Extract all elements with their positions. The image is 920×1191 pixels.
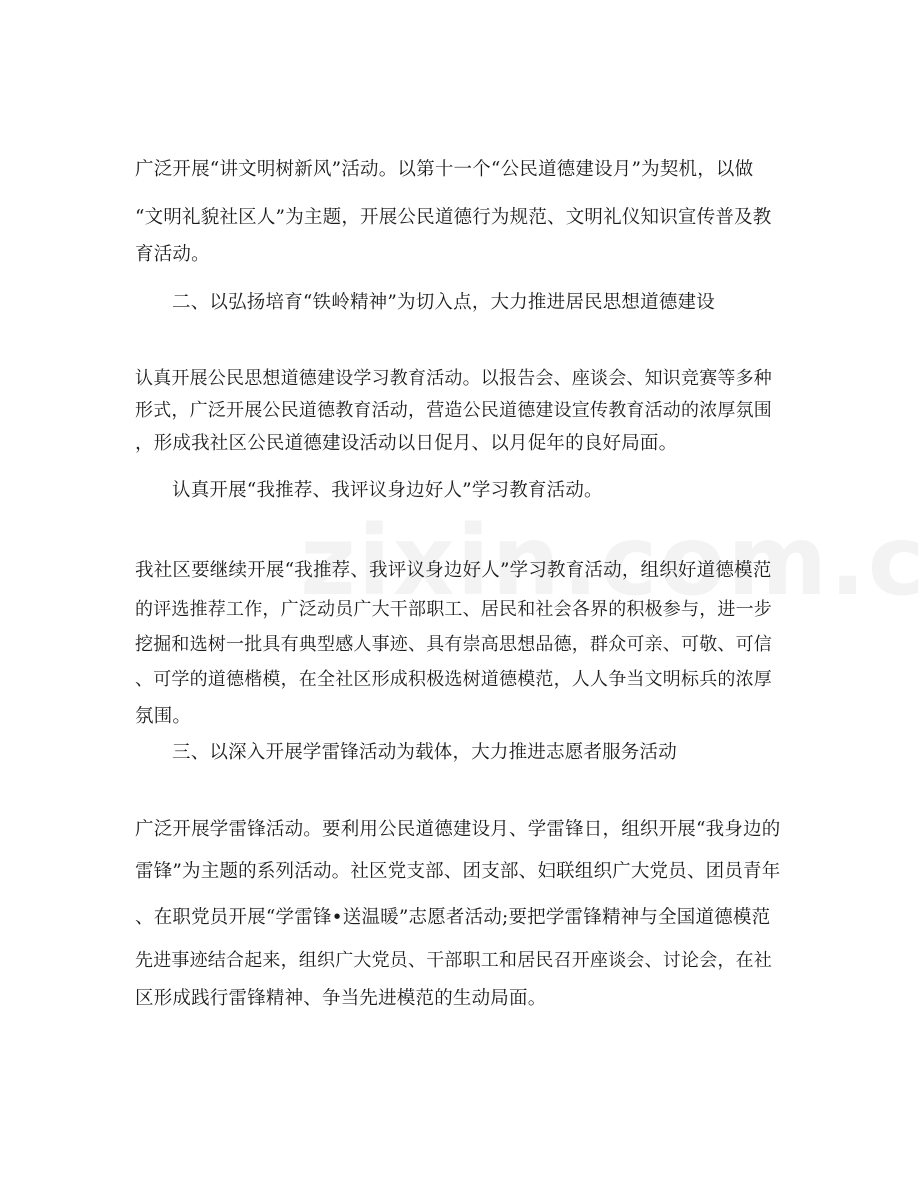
text-line: 的评选推荐工作，广泛动员广大干部职工、居民和社会各界的积极参与，进一步 <box>135 599 772 620</box>
subheading: 认真开展“我推荐、我评议身边好人”学习教育活动。 <box>172 480 603 501</box>
text-line: 广泛开展“讲文明树新风”活动。以第十一个“公民道德建设月”为契机，以做 <box>135 159 754 180</box>
section-heading: 二、以弘扬培育“铁岭精神”为切入点，大力推进居民思想道德建设 <box>172 292 715 313</box>
text-line: 、可学的道德楷模，在全社区形成积极选树道德模范，人人争当文明标兵的浓厚 <box>135 669 772 690</box>
section-heading: 三、以深入开展学雷锋活动为载体，大力推进志愿者服务活动 <box>172 742 677 763</box>
text-line: 我社区要继续开展“我推荐、我评议身边好人”学习教育活动，组织好道德模范 <box>135 560 772 581</box>
text-line: 形式，广泛开展公民道德教育活动，营造公民道德建设宣传教育活动的浓厚氛围 <box>135 400 772 421</box>
text-line: 、在职党员开展“学雷锋•送温暖”志愿者活动;要把学雷锋精神与全国道德模范 <box>135 907 771 928</box>
text-line: 育活动。 <box>135 244 210 265</box>
text-line: 挖掘和选树一批具有典型感人事迹、具有崇高思想品德，群众可亲、可敬、可信 <box>135 634 772 655</box>
text-line: 区形成践行雷锋精神、争当先进模范的生动局面。 <box>135 988 547 1009</box>
text-line: 认真开展公民思想道德建设学习教育活动。以报告会、座谈会、知识竞赛等多种 <box>135 368 772 389</box>
text-line: 先进事迹结合起来，组织广大党员、干部职工和居民召开座谈会、讨论会，在社 <box>135 950 772 971</box>
text-line: 氛围。 <box>135 706 192 727</box>
text-line: 广泛开展学雷锋活动。要利用公民道德建设月、学雷锋日，组织开展“我身边的 <box>135 819 781 840</box>
text-line: 雷锋”为主题的系列活动。社区党支部、团支部、妇联组织广大党员、团员青年 <box>135 861 781 882</box>
text-line: “文明礼貌社区人”为主题，开展公民道德行为规范、文明礼仪知识宣传普及教 <box>135 207 772 228</box>
text-line: ，形成我社区公民道德建设活动以日促月、以月促年的良好局面。 <box>135 433 678 454</box>
